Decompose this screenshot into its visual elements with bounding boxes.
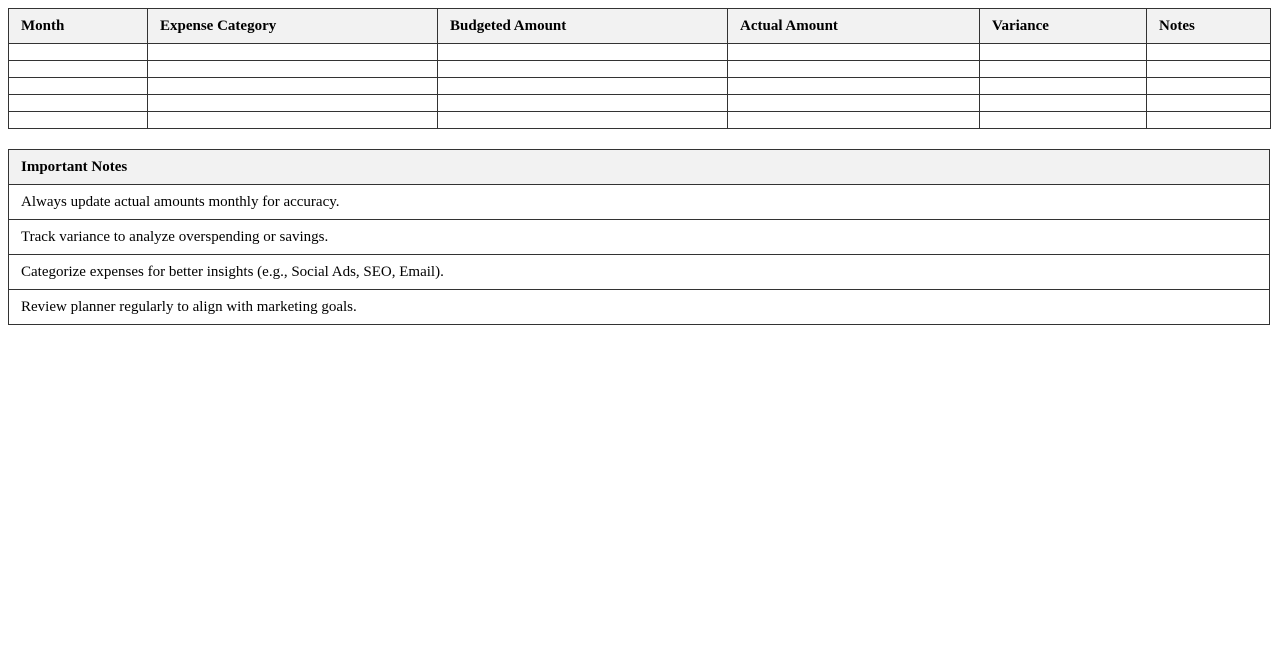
table-cell[interactable] <box>1147 112 1271 129</box>
header-month: Month <box>9 9 148 44</box>
table-cell[interactable] <box>438 112 728 129</box>
table-cell[interactable] <box>148 61 438 78</box>
note-item: Categorize expenses for better insights (e.g., Social Ads, SEO, Email). <box>9 255 1270 290</box>
table-cell[interactable] <box>9 112 148 129</box>
table-cell[interactable] <box>148 78 438 95</box>
table-cell[interactable] <box>1147 61 1271 78</box>
notes-header-row <box>9 150 1270 185</box>
table-cell[interactable] <box>438 44 728 61</box>
table-cell[interactable] <box>9 95 148 112</box>
note-row <box>9 185 1270 220</box>
expense-table-header-row <box>9 9 1271 44</box>
table-cell[interactable] <box>1147 44 1271 61</box>
table-cell[interactable] <box>438 61 728 78</box>
table-cell[interactable] <box>980 61 1147 78</box>
table-cell[interactable] <box>148 95 438 112</box>
table-cell[interactable] <box>728 61 980 78</box>
table-cell[interactable] <box>148 112 438 129</box>
header-notes: Notes <box>1147 9 1271 44</box>
table-row <box>9 61 1271 78</box>
note-row <box>9 255 1270 290</box>
header-budgeted-amount: Budgeted Amount <box>438 9 728 44</box>
header-expense-category: Expense Category <box>148 9 438 44</box>
note-item: Review planner regularly to align with marketing goals. <box>9 290 1270 325</box>
table-cell[interactable] <box>9 78 148 95</box>
note-row <box>9 290 1270 325</box>
table-row <box>9 78 1271 95</box>
note-item: Track variance to analyze overspending or savings. <box>9 220 1270 255</box>
table-cell[interactable] <box>148 44 438 61</box>
table-cell[interactable] <box>728 112 980 129</box>
table-cell[interactable] <box>438 95 728 112</box>
table-row <box>9 112 1271 129</box>
table-cell[interactable] <box>728 44 980 61</box>
table-cell[interactable] <box>1147 95 1271 112</box>
table-cell[interactable] <box>980 44 1147 61</box>
table-cell[interactable] <box>438 78 728 95</box>
table-cell[interactable] <box>980 112 1147 129</box>
table-row <box>9 95 1271 112</box>
notes-title: Important Notes <box>9 150 1270 185</box>
expense-table <box>8 8 1271 129</box>
table-cell[interactable] <box>980 95 1147 112</box>
table-cell[interactable] <box>9 61 148 78</box>
note-item: Always update actual amounts monthly for accuracy. <box>9 185 1270 220</box>
table-cell[interactable] <box>9 44 148 61</box>
table-cell[interactable] <box>728 95 980 112</box>
table-row <box>9 44 1271 61</box>
header-variance: Variance <box>980 9 1147 44</box>
important-notes-table <box>8 149 1270 325</box>
table-cell[interactable] <box>728 78 980 95</box>
header-actual-amount: Actual Amount <box>728 9 980 44</box>
table-cell[interactable] <box>980 78 1147 95</box>
table-cell[interactable] <box>1147 78 1271 95</box>
note-row <box>9 220 1270 255</box>
